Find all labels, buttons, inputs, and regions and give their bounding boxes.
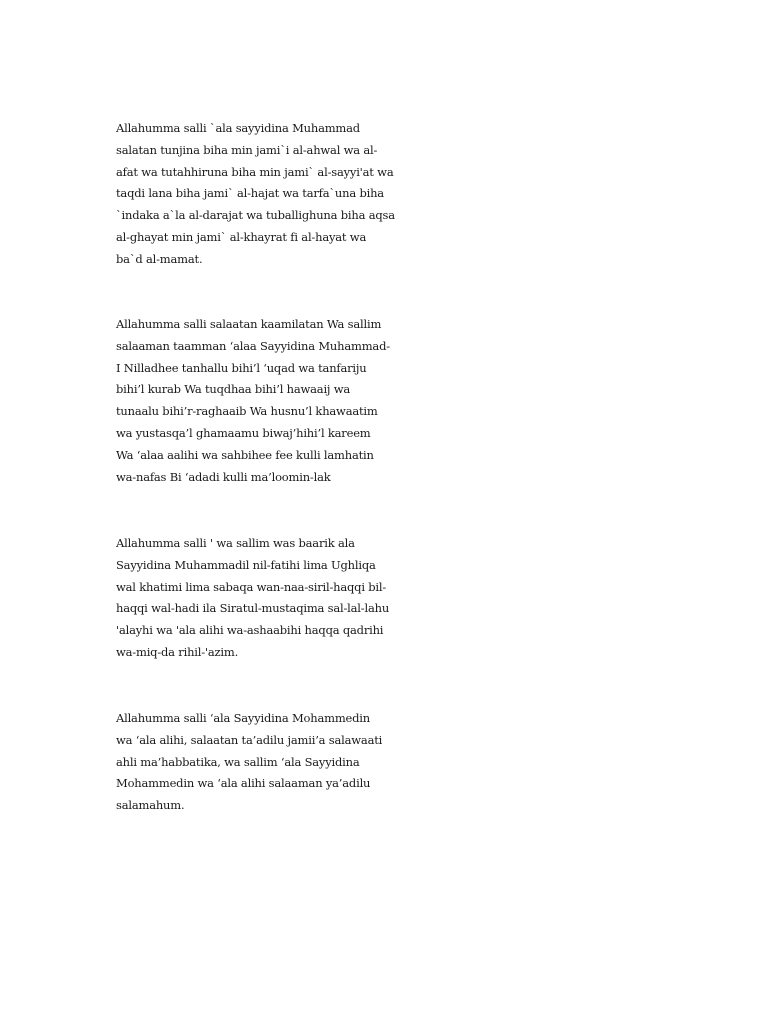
text-line: `indaka a`la al-darajat wa tuballighuna biha aqsa xyxy=(116,208,395,223)
text-line: wa yustasqa’l ghamaamu biwaj’hihi’l kareem xyxy=(116,425,371,440)
text-line: Sayyidina Muhammadil nil-fatihi lima Ughliqa xyxy=(116,557,376,572)
text-line: tunaalu bihi’r-raghaaib Wa husnu’l khawaatim xyxy=(116,404,378,419)
text-line: ahli ma’habbatika, wa sallim ‘ala Sayyidina xyxy=(116,754,360,769)
prayer-stanza-1 xyxy=(116,118,395,271)
text-line: taqdi lana biha jami` al-hajat wa tarfa`una biha xyxy=(116,186,384,201)
text-line: wa-nafas Bi ‘adadi kulli ma’loomin-lak xyxy=(116,469,331,484)
text-line: wal khatimi lima sabaqa wan-naa-siril-haqqi bil- xyxy=(116,579,387,594)
text-line: salamahum. xyxy=(116,798,185,813)
text-line: Allahumma salli ‘ala Sayyidina Mohammedin xyxy=(116,711,370,725)
prayer-stanza-2 xyxy=(116,314,390,488)
text-line: 'alayhi wa 'ala alihi wa-ashaabihi haqqa qadrihi xyxy=(116,623,384,638)
text-line: Allahumma salli ' wa sallim was baarik ala xyxy=(116,536,355,550)
text-line: Allahumma salli `ala sayyidina Muhammad xyxy=(116,121,360,135)
text-line: Wa ‘alaa aalihi wa sahbihee fee kulli lamhatin xyxy=(116,447,374,462)
prayer-stanza-4 xyxy=(116,708,386,817)
prayer-stanza-3 xyxy=(116,533,390,664)
text-line: salatan tunjina biha min jami`i al-ahwal wa al- xyxy=(116,142,378,157)
text-line: afat wa tutahhiruna biha min jami` al-sayyi'at wa xyxy=(116,164,394,179)
text-line: haqqi wal-hadi ila Siratul-mustaqima sal-lal-lahu xyxy=(116,601,390,616)
text-line: Mohammedin wa ‘ala alihi salaaman ya’adilu xyxy=(116,776,371,791)
text-line: salaaman taamman ‘alaa Sayyidina Muhammad- xyxy=(116,338,390,353)
text-line: wa-miq-da rihil-'azim. xyxy=(116,644,239,659)
text-line: al-ghayat min jami` al-khayrat fi al-hayat wa xyxy=(116,229,367,244)
text-line: bihi’l kurab Wa tuqdhaa bihi’l hawaaij wa xyxy=(116,382,351,397)
text-line: I Nilladhee tanhallu bihi’l ‘uqad wa tanfariju xyxy=(116,360,367,375)
text-line: ba`d al-mamat. xyxy=(116,251,203,266)
text-line: wa ‘ala alihi, salaatan ta’adilu jamii’a salawaati xyxy=(116,732,383,747)
text-line: Allahumma salli salaatan kaamilatan Wa sallim xyxy=(116,317,382,331)
